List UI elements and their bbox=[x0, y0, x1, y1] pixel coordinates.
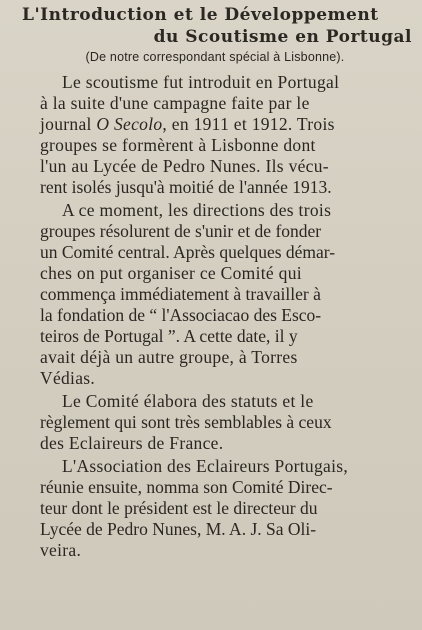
text-line: commença immédiatement à travailler à bbox=[40, 284, 321, 304]
headline-line-1: L'Introduction et le Développement bbox=[22, 5, 379, 25]
text-line: Védias. bbox=[40, 368, 96, 388]
paragraph-2 bbox=[20, 200, 402, 389]
text-line: Lycée de Pedro Nunes, M. A. J. Sa Oli- bbox=[40, 519, 317, 539]
paragraph-3 bbox=[20, 391, 402, 454]
newspaper-title: O Secolo bbox=[96, 114, 163, 134]
text-line: un Comité central. Après quelques démar- bbox=[40, 242, 336, 262]
text-line: Le Comité élabora des statuts et le bbox=[62, 391, 314, 411]
text-line: ches on put organiser ce Comité qui bbox=[40, 263, 302, 283]
byline: (De notre correspondant spécial à Lisbonne). bbox=[85, 50, 345, 64]
text-line: L'Association des Eclaireurs Portugais, bbox=[62, 456, 349, 476]
paragraph-1 bbox=[20, 72, 412, 198]
text-line: à la suite d'une campagne faite par le bbox=[40, 93, 310, 113]
text-line: avait déjà un autre groupe, à Torres bbox=[40, 347, 298, 367]
text-line: teiros de Portugal ”. A cette date, il y bbox=[40, 326, 298, 346]
text-line: réunie ensuite, nomma son Comité Direc- bbox=[40, 477, 333, 497]
text-line: rent isolés jusqu'à moitié de l'année 1913. bbox=[40, 177, 332, 197]
text-line: veira. bbox=[40, 540, 82, 560]
text-line: groupes se formèrent à Lisbonne dont bbox=[40, 135, 316, 155]
text-line: teur dont le président est le directeur du bbox=[40, 498, 318, 518]
headline-line-2: du Scoutisme en Portugal bbox=[153, 27, 412, 47]
text-line: groupes résolurent de s'unir et de fonder bbox=[40, 221, 322, 241]
text-line: la fondation de “ l'Associacao des Esco- bbox=[40, 305, 322, 325]
text-line: journal O Secolo, en 1911 et 1912. Trois bbox=[40, 114, 335, 134]
text-line: A ce moment, les directions des trois bbox=[62, 200, 332, 220]
text-line: l'un au Lycée de Pedro Nunes. Ils vécu- bbox=[40, 156, 329, 176]
text-line: règlement qui sont très semblables à ceux bbox=[40, 412, 332, 432]
paragraph-4 bbox=[20, 456, 402, 561]
text-line: des Eclaireurs de France. bbox=[40, 433, 224, 453]
text-line: Le scoutisme fut introduit en Portugal bbox=[62, 72, 340, 92]
